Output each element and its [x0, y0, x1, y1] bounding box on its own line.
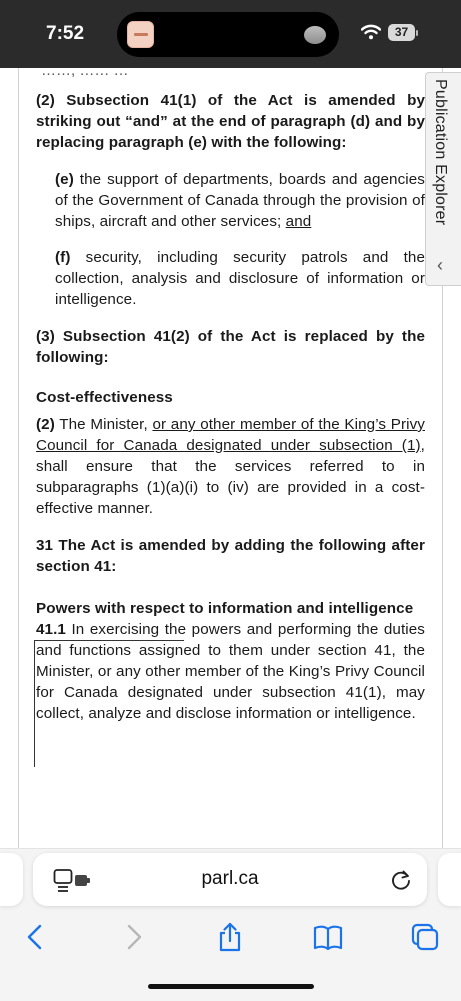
url-text: parl.ca — [201, 868, 259, 889]
marginal-note-heading: Powers with respect to information and intelligence — [36, 600, 414, 617]
battery-level: 37 — [388, 24, 415, 41]
previous-tab-preview[interactable] — [0, 853, 23, 906]
paragraph-text: The Minister, — [59, 416, 148, 433]
chevron-left-icon[interactable]: ‹ — [437, 255, 443, 275]
paragraph-text: the support of departments, boards and agencies of the Government of Canada through the provision of ships, aircraft and other services; — [55, 171, 425, 230]
back-icon[interactable] — [20, 921, 52, 953]
browser-toolbar — [0, 848, 461, 1001]
tabs-icon[interactable] — [409, 921, 441, 953]
new-text-rule — [34, 640, 184, 641]
activity-indicator-icon — [304, 26, 326, 44]
paragraph-f — [55, 247, 425, 310]
address-bar[interactable] — [33, 853, 427, 906]
section-text: The Act is amended by adding the following after section 41: — [36, 537, 425, 575]
app-activity-icon — [127, 21, 154, 48]
new-text-bar — [34, 641, 35, 767]
status-bar — [0, 0, 461, 68]
paragraph-text: Subsection 41(2) of the Act is replaced by the following: — [36, 328, 425, 366]
wifi-icon — [361, 24, 381, 40]
paragraph-f-block — [36, 247, 425, 310]
cost-effectiveness-paragraph — [36, 414, 425, 519]
inserted-text: and — [285, 213, 312, 230]
dynamic-island[interactable] — [117, 12, 339, 57]
truncated-line: ……, …… … — [41, 68, 129, 79]
marginal-note-heading: Cost-effectiveness — [36, 389, 173, 406]
paragraph-e — [55, 169, 425, 232]
publication-explorer-label: Publication Explorer — [432, 79, 449, 226]
subsection-3-amendment — [36, 326, 425, 368]
paragraph-number: (2) — [36, 92, 55, 109]
reload-icon[interactable] — [390, 869, 412, 891]
next-tab-preview[interactable] — [438, 853, 461, 906]
paragraph-number: (2) — [36, 416, 55, 433]
inserted-text: or any other member of the King’s Privy Council for Canada designated under subsection (1) — [36, 416, 425, 454]
section-number: 41.1 — [36, 621, 66, 638]
document-page — [18, 68, 443, 850]
section-text: In exercising the powers and performing the duties and functions assigned to them under section 41, the Minister, or any other member of the King’s Privy Council for Canada designated under subsection 41(1), may collect, analyze and disclose information or intelligence. — [36, 621, 425, 722]
subsection-2-amendment — [36, 90, 425, 153]
section-41-1 — [36, 619, 425, 724]
share-icon[interactable] — [214, 921, 246, 953]
paragraph-label: (e) — [55, 171, 74, 188]
paragraph-text: Subsection 41(1) of the Act is amended by striking out “and” at the end of paragraph (d) and by replacing paragraph (e) with the following: — [36, 92, 425, 151]
battery-tip — [416, 30, 418, 36]
section-31 — [36, 535, 425, 577]
paragraph-text: , shall ensure that the services referred to in subparagraphs (1)(a)(i) to (iv) are provided in a cost-effective manner. — [36, 437, 425, 517]
bill-text — [36, 90, 425, 724]
bookmarks-icon[interactable] — [312, 921, 344, 953]
forward-icon[interactable] — [117, 921, 149, 953]
home-indicator[interactable] — [148, 984, 314, 989]
section-41-1-block — [36, 619, 425, 724]
section-number: 31 — [36, 537, 54, 554]
publication-explorer-tab[interactable] — [425, 72, 461, 286]
paragraph-text: security, including security patrols and the collection, analysis and disclosure of information or intelligence. — [55, 249, 425, 308]
clock-time: 7:52 — [46, 23, 85, 44]
paragraph-number: (3) — [36, 328, 55, 345]
paragraph-label: (f) — [55, 249, 71, 266]
